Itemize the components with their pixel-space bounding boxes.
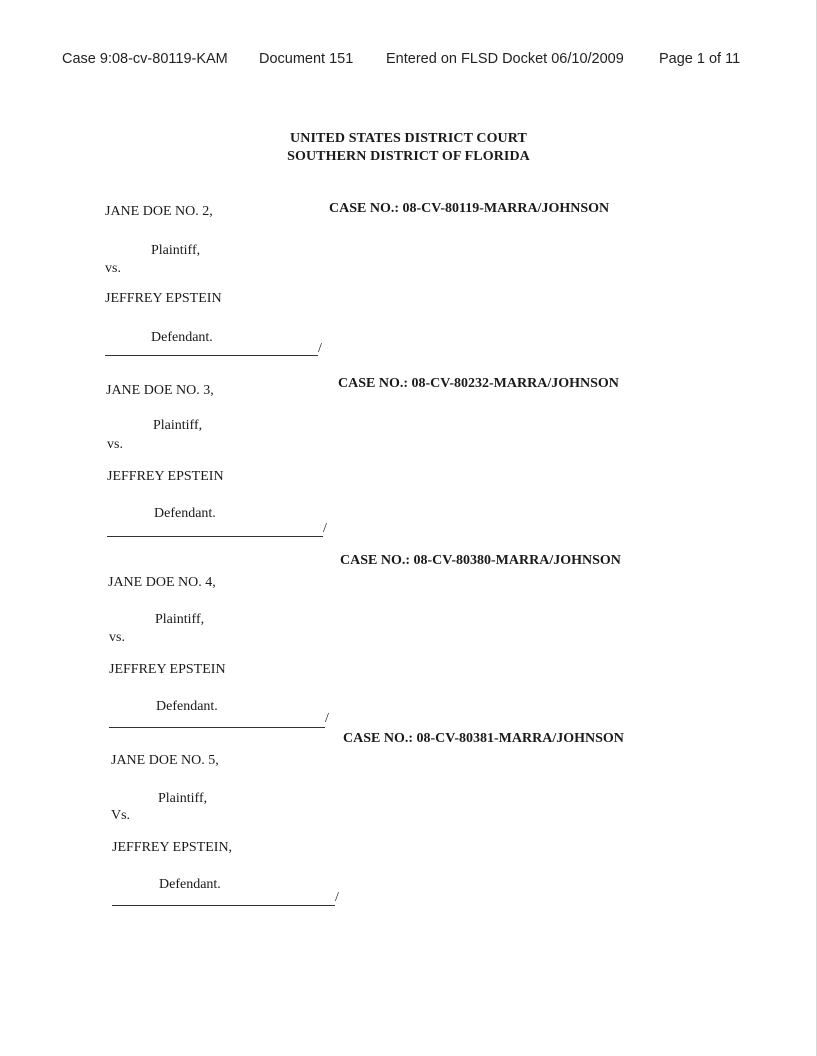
header-page-number: Page 1 of 11	[659, 51, 741, 67]
versus-label: vs.	[107, 437, 123, 452]
defendant-name: JEFFREY EPSTEIN	[105, 291, 222, 306]
header-docket-entry: Entered on FLSD Docket 06/10/2009	[386, 51, 624, 67]
case-number: CASE NO.: 08-CV-80380-MARRA/JOHNSON	[340, 553, 621, 568]
versus-label: vs.	[109, 630, 125, 645]
caption-underline	[112, 905, 335, 906]
header-case-number: Case 9:08-cv-80119-KAM	[62, 51, 228, 67]
defendant-label: Defendant.	[154, 506, 216, 521]
plaintiff-label: Plaintiff,	[151, 243, 201, 258]
defendant-label: Defendant.	[159, 877, 221, 892]
plaintiff-label: Plaintiff,	[158, 791, 208, 806]
caption-slash: /	[318, 341, 322, 356]
versus-label: vs.	[105, 261, 121, 276]
plaintiff-name: JANE DOE NO. 5,	[111, 753, 219, 768]
plaintiff-label: Plaintiff,	[155, 612, 205, 627]
court-district: SOUTHERN DISTRICT OF FLORIDA	[287, 149, 530, 164]
versus-label: Vs.	[111, 808, 131, 823]
defendant-label: Defendant.	[156, 699, 218, 714]
caption-underline	[109, 727, 325, 728]
plaintiff-name: JANE DOE NO. 2,	[105, 204, 213, 219]
defendant-name: JEFFREY EPSTEIN,	[112, 840, 233, 855]
court-name: UNITED STATES DISTRICT COURT	[290, 131, 527, 146]
caption-underline	[107, 536, 323, 537]
defendant-name: JEFFREY EPSTEIN	[109, 662, 226, 677]
caption-underline	[105, 355, 318, 356]
case-number: CASE NO.: 08-CV-80381-MARRA/JOHNSON	[343, 731, 624, 746]
plaintiff-name: JANE DOE NO. 3,	[106, 383, 214, 398]
plaintiff-label: Plaintiff,	[153, 418, 203, 433]
defendant-name: JEFFREY EPSTEIN	[107, 469, 224, 484]
case-number: CASE NO.: 08-CV-80232-MARRA/JOHNSON	[338, 376, 619, 391]
header-document-number: Document 151	[259, 51, 354, 67]
caption-slash: /	[325, 711, 329, 726]
caption-slash: /	[323, 521, 327, 536]
plaintiff-name: JANE DOE NO. 4,	[108, 575, 216, 590]
caption-slash: /	[335, 890, 339, 905]
defendant-label: Defendant.	[151, 330, 213, 345]
case-number: CASE NO.: 08-CV-80119-MARRA/JOHNSON	[329, 201, 610, 216]
